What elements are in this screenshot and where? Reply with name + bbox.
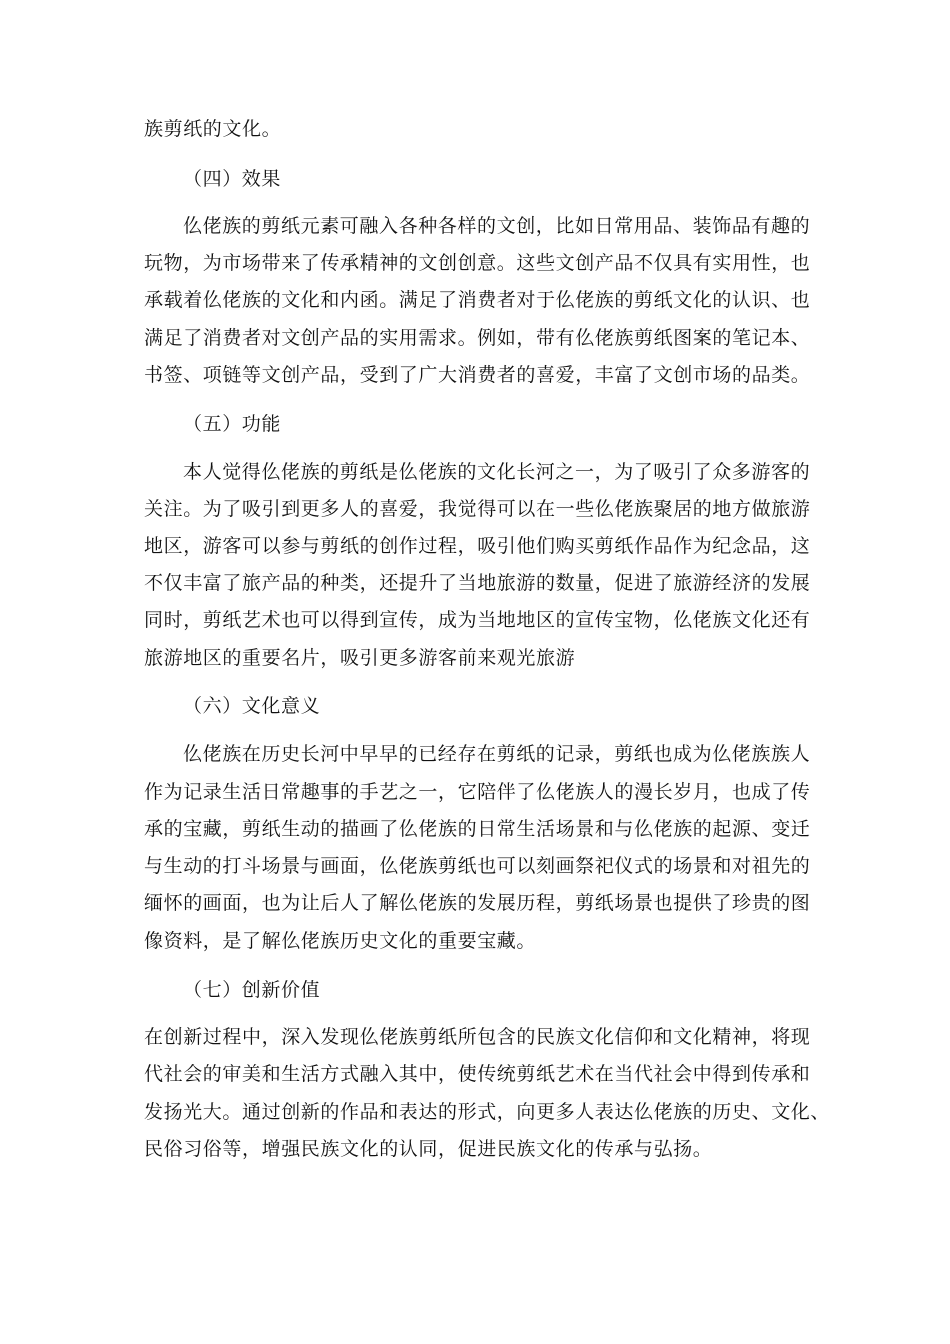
section-heading-cultural-meaning: （六）文化意义 (183, 695, 321, 717)
paragraph-line: 书签、项链等文创产品，受到了广大消费者的喜爱，丰富了文创市场的品类。 (144, 364, 811, 386)
paragraph-line: 代社会的审美和生活方式融入其中，使传统剪纸艺术在当代社会中得到传承和 (144, 1063, 811, 1085)
paragraph-line: 关注。为了吸引到更多人的喜爱，我觉得可以在一些仫佬族聚居的地方做旅游 (144, 498, 811, 520)
paragraph-line: 旅游地区的重要名片，吸引更多游客前来观光旅游 (144, 647, 576, 669)
paragraph-line: 同时，剪纸艺术也可以得到宣传，成为当地地区的宣传宝物，仫佬族文化还有 (144, 609, 811, 631)
paragraph-line: 承的宝藏，剪纸生动的描画了仫佬族的日常生活场景和与仫佬族的起源、变迁 (144, 818, 811, 840)
paragraph-line: 与生动的打斗场景与画面，仫佬族剪纸也可以刻画祭祀仪式的场景和对祖先的 (144, 855, 811, 877)
paragraph-line: 缅怀的画面，也为让后人了解仫佬族的发展历程，剪纸场景也提供了珍贵的图 (144, 892, 811, 914)
paragraph-line: 仫佬族的剪纸元素可融入各种各样的文创，比如日常用品、装饰品有趣的 (183, 215, 811, 237)
paragraph-line: 承载着仫佬族的文化和内函。满足了消费者对于仫佬族的剪纸文化的认识、也 (144, 289, 811, 311)
paragraph-line: 发扬光大。通过创新的作品和表达的形式，向更多人表达仫佬族的历史、文化、 (144, 1101, 831, 1123)
paragraph-line: 玩物，为市场带来了传承精神的文创创意。这些文创产品不仅具有实用性，也 (144, 252, 811, 274)
paragraph-line: 在创新过程中，深入发现仫佬族剪纸所包含的民族文化信仰和文化精神，将现 (144, 1026, 811, 1048)
paragraph-line: 地区，游客可以参与剪纸的创作过程，吸引他们购买剪纸作品作为纪念品，这 (144, 535, 811, 557)
paragraph-line: 满足了消费者对文创产品的实用需求。例如，带有仫佬族剪纸图案的笔记本、 (144, 327, 811, 349)
paragraph-line: 本人觉得仫佬族的剪纸是仫佬族的文化长河之一，为了吸引了众多游客的 (183, 461, 811, 483)
paragraph-line: 作为记录生活日常趣事的手艺之一，它陪伴了仫佬族人的漫长岁月，也成了传 (144, 781, 811, 803)
paragraph-line: 不仅丰富了旅产品的种类，还提升了当地旅游的数量，促进了旅游经济的发展 (144, 572, 811, 594)
paragraph-line: 民俗习俗等，增强民族文化的认同，促进民族文化的传承与弘扬。 (144, 1138, 713, 1160)
paragraph-line: 族剪纸的文化。 (144, 118, 282, 140)
paragraph-line: 像资料，是了解仫佬族历史文化的重要宝藏。 (144, 930, 537, 952)
section-heading-function: （五）功能 (183, 413, 282, 435)
section-heading-effect: （四）效果 (183, 168, 282, 190)
section-heading-innovation-value: （七）创新价值 (183, 979, 321, 1001)
paragraph-line: 仫佬族在历史长河中早早的已经存在剪纸的记录，剪纸也成为仫佬族族人 (183, 743, 811, 765)
